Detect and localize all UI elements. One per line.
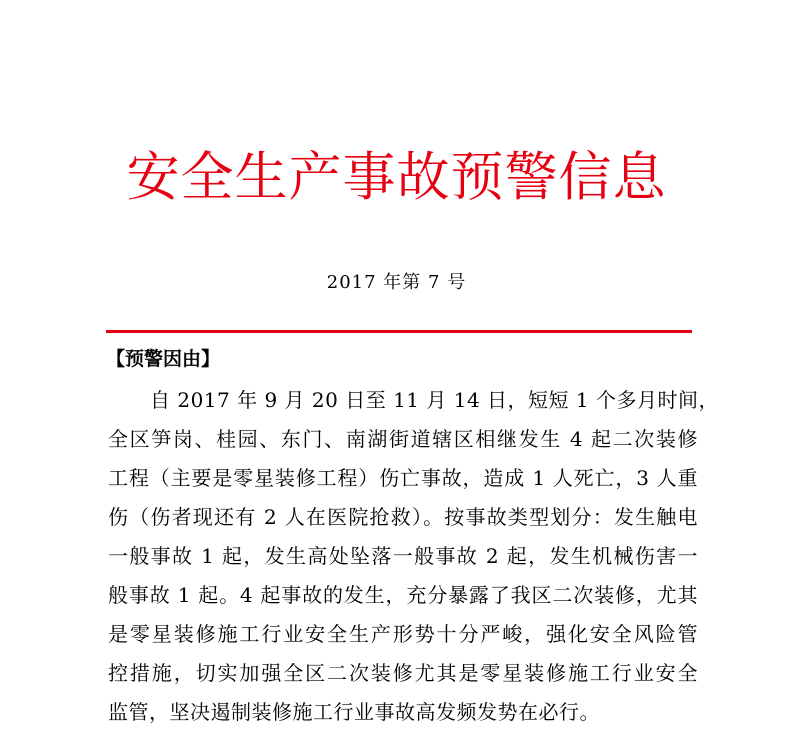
paragraph-line: 工程（主要是零星装修工程）伤亡事故，造成 1 人死亡，3 人重	[108, 466, 698, 490]
document-title: 安全生产事故预警信息	[126, 147, 667, 208]
section-heading: 【预警因由】	[106, 348, 221, 370]
paragraph-line: 控措施，切实加强全区二次装修尤其是零星装修施工行业安全	[108, 661, 698, 685]
paragraph-line: 伤（伤者现还有 2 人在医院抢救）。按事故类型划分：发生触电	[108, 505, 698, 529]
body-paragraph	[108, 383, 719, 734]
paragraph-line: 监管，坚决遏制装修施工行业事故高发频发势在必行。	[108, 700, 600, 724]
paragraph-line: 全区笋岗、桂园、东门、南湖街道辖区相继发生 4 起二次装修	[108, 427, 698, 451]
paragraph-line: 般事故 1 起。4 起事故的发生，充分暴露了我区二次装修，尤其	[108, 583, 698, 607]
red-divider-rule	[106, 330, 692, 333]
paragraph-line: 自 2017 年 9 月 20 日至 11 月 14 日，短短 1 个多月时间，	[150, 388, 719, 412]
paragraph-line: 是零星装修施工行业安全生产形势十分严峻，强化安全风险管	[108, 622, 698, 646]
issue-number: 2017 年第 7 号	[326, 272, 467, 293]
paragraph-line: 一般事故 1 起，发生高处坠落一般事故 2 起，发生机械伤害一	[108, 544, 698, 568]
